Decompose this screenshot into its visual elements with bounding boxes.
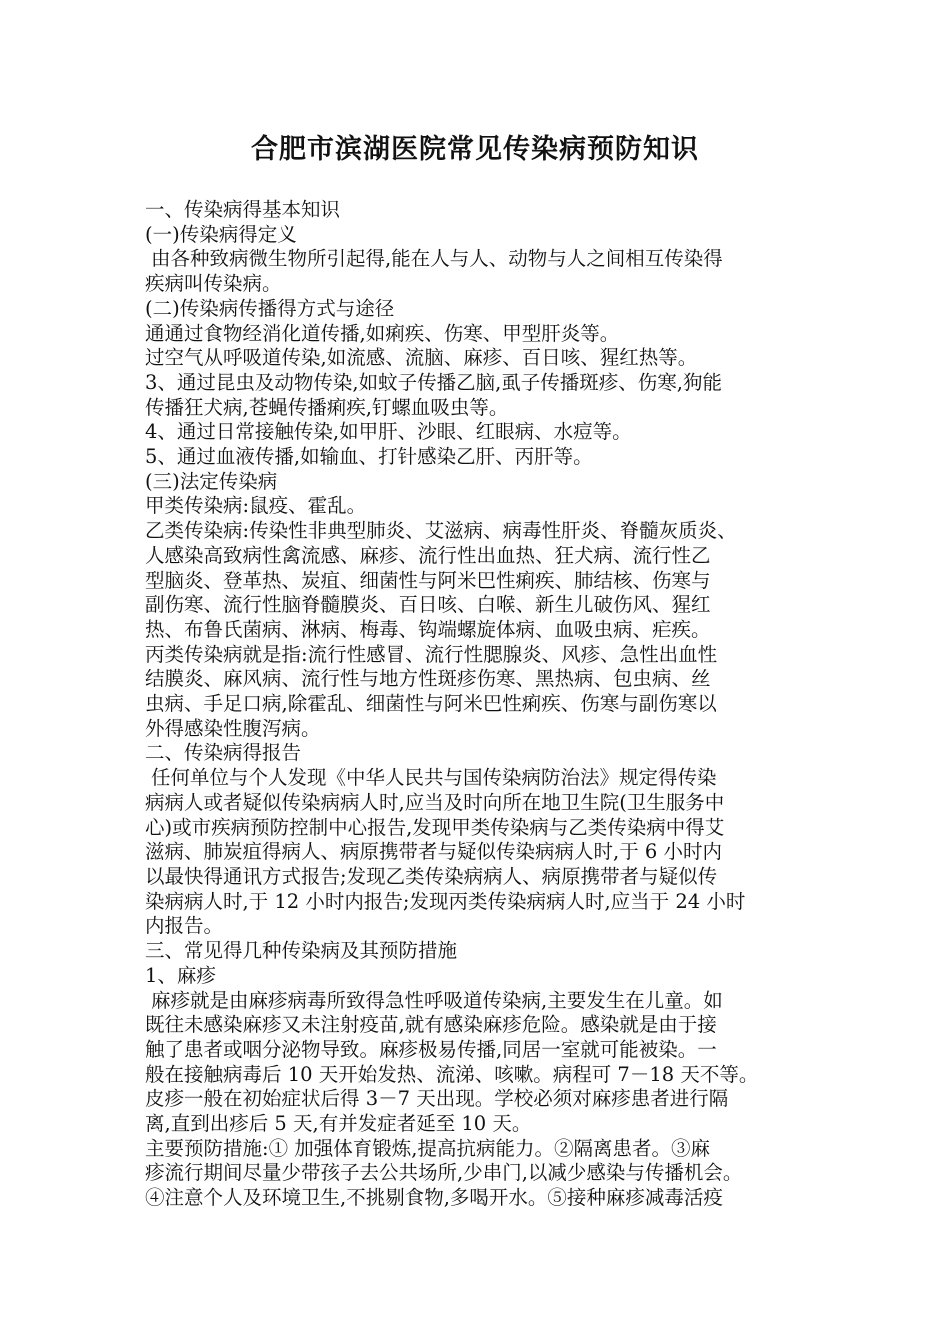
text-line: 过空气从呼吸道传染,如流感、流脑、麻疹、百日咳、猩红热等。 <box>145 346 698 370</box>
text-line: 通通过食物经消化道传播,如痢疾、伤寒、甲型肝炎等。 <box>145 321 620 345</box>
text-line: 甲类传染病:鼠疫、霍乱。 <box>145 494 367 518</box>
text-line: 心)或市疾病预防控制中心报告,发现甲类传染病与乙类传染病中得艾 <box>145 815 725 839</box>
text-line: 热、布鲁氏菌病、淋病、梅毒、钩端螺旋体病、血吸虫病、疟疾。 <box>145 617 711 641</box>
text-line: 副伤寒、流行性脑脊髓膜炎、百日咳、白喉、新生儿破伤风、猩红 <box>145 593 711 617</box>
document-title: 合肥市滨湖医院常见传染病预防知识 <box>251 134 699 165</box>
text-line: 触了患者或咽分泌物导致。麻疹极易传播,同居一室就可能被染。一 <box>145 1037 717 1061</box>
text-line: 离,直到出疹后 5 天,有并发症者延至 10 天。 <box>145 1112 532 1136</box>
text-line: 皮疹一般在初始症状后得 3－7 天出现。学校必须对麻疹患者进行隔 <box>145 1087 729 1111</box>
text-line: (三)法定传染病 <box>145 469 278 493</box>
text-line: 内报告。 <box>145 914 224 938</box>
text-line: 既往未感染麻疹又未注射疫苗,就有感染麻疹危险。感染就是由于接 <box>145 1013 717 1037</box>
text-line: 外得感染性腹泻病。 <box>145 716 321 740</box>
text-line: 病病人或者疑似传染病病人时,应当及时向所在地卫生院(卫生服务中 <box>145 790 725 814</box>
text-line: 疹流行期间尽量少带孩子去公共场所,少串门,以减少感染与传播机会。 <box>145 1161 743 1185</box>
text-line: 1、麻疹 <box>145 963 216 987</box>
text-line: 麻疹就是由麻疹病毒所致得急性呼吸道传染病,主要发生在儿童。如 <box>151 988 723 1012</box>
text-line: (一)传染病得定义 <box>145 222 297 246</box>
text-line: 结膜炎、麻风病、流行性与地方性斑疹伤寒、黑热病、包虫病、丝 <box>145 667 711 691</box>
document-body <box>145 198 817 1211</box>
text-line: 虫病、手足口病,除霍乱、细菌性与阿米巴性痢疾、伤寒与副伤寒以 <box>145 692 717 716</box>
text-line: 三、常见得几种传染病及其预防措施 <box>145 939 458 963</box>
text-line: 滋病、肺炭疽得病人、病原携带者与疑似传染病病人时,于 6 小时内 <box>145 840 723 864</box>
text-line: (二)传染病传播得方式与途径 <box>145 296 395 320</box>
text-line: 一、传染病得基本知识 <box>145 198 341 221</box>
text-line: ④注意个人及环境卫生,不挑剔食物,多喝开水。⑤接种麻疹减毒活疫 <box>145 1186 723 1210</box>
text-line: 二、传染病得报告 <box>145 741 302 765</box>
text-line: 主要预防措施:① 加强体育锻炼,提高抗病能力。②隔离患者。③麻 <box>145 1136 710 1160</box>
text-line: 型脑炎、登革热、炭疽、细菌性与阿米巴性痢疾、肺结核、伤寒与 <box>145 568 711 592</box>
text-line: 任何单位与个人发现《中华人民共与国传染病防治法》规定得传染 <box>151 766 717 790</box>
text-line: 以最快得通讯方式报告;发现乙类传染病病人、病原携带者与疑似传 <box>145 864 718 888</box>
text-line: 3、通过昆虫及动物传染,如蚊子传播乙脑,虱子传播斑疹、伤寒,狗能 <box>145 370 723 394</box>
text-line: 染病病人时,于 12 小时内报告;发现丙类传染病病人时,应当于 24 小时 <box>145 889 746 913</box>
text-line: 由各种致病微生物所引起得,能在人与人、动物与人之间相互传染得 <box>151 247 723 271</box>
text-line: 4、通过日常接触传染,如甲肝、沙眼、红眼病、水痘等。 <box>145 420 632 444</box>
text-line: 乙类传染病:传染性非典型肺炎、艾滋病、病毒性肝炎、脊髓灰质炎、 <box>145 519 737 543</box>
text-line: 疾病叫传染病。 <box>145 272 282 296</box>
text-line: 传播狂犬病,苍蝇传播痢疾,钉螺血吸虫等。 <box>145 395 509 419</box>
text-line: 5、通过血液传播,如输血、打针感染乙肝、丙肝等。 <box>145 445 593 469</box>
text-line: 人感染高致病性禽流感、麻疹、流行性出血热、狂犬病、流行性乙 <box>145 543 711 567</box>
text-line: 丙类传染病就是指:流行性感冒、流行性腮腺炎、风疹、急性出血性 <box>145 642 718 666</box>
text-line: 般在接触病毒后 10 天开始发热、流涕、咳嗽。病程可 7－18 天不等。 <box>145 1062 759 1086</box>
